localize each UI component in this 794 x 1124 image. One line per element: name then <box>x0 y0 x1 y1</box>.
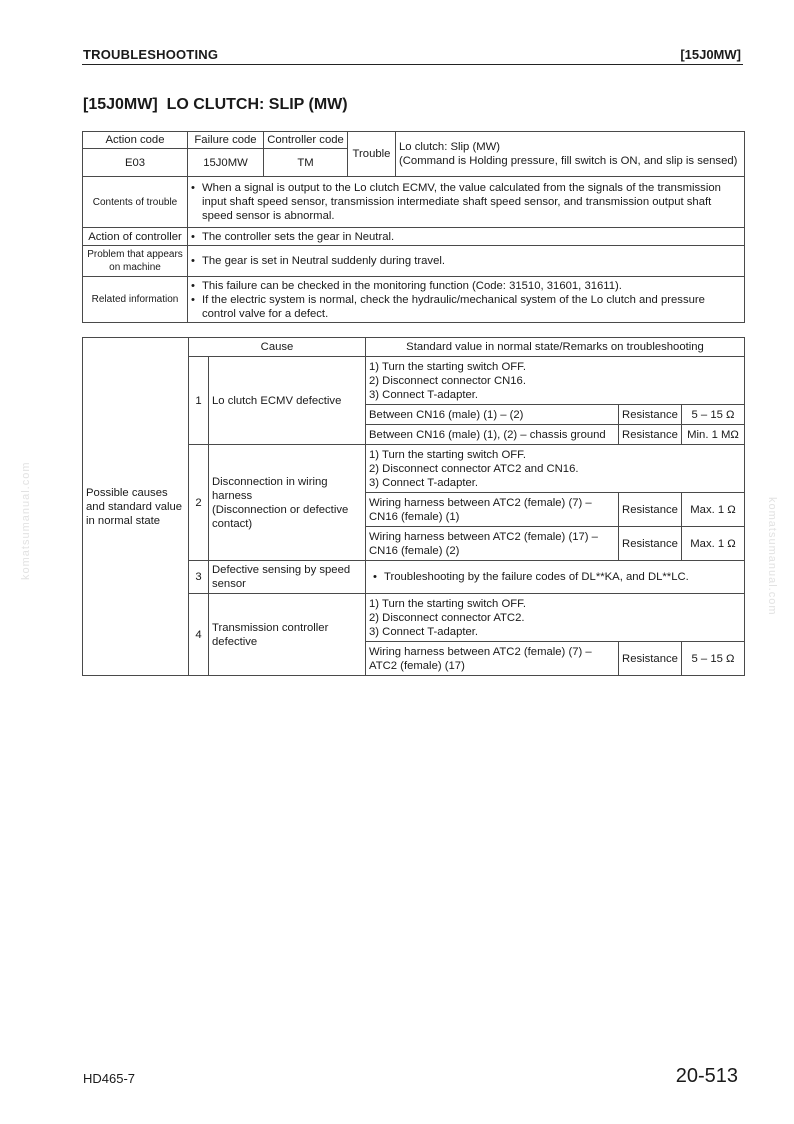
contents-of-trouble-label: Contents of trouble <box>83 177 188 228</box>
action-of-controller-label: Action of controller <box>83 228 188 246</box>
cause-number: 2 <box>189 445 209 561</box>
cause-number: 1 <box>189 357 209 445</box>
measurement-label: Wiring harness between ATC2 (female) (17) – CN16 (female) (2) <box>366 527 619 561</box>
footer-model: HD465-7 <box>83 1071 136 1086</box>
cause-number: 4 <box>189 594 209 676</box>
measurement-type: Resistance <box>619 493 682 527</box>
procedure-steps <box>366 445 745 493</box>
problem-on-machine-label: Problem that appears on machine <box>83 246 188 277</box>
contents-of-trouble-text: • When a signal is output to the Lo clutch ECMV, the value calculated from the signals of the transmission input shaft speed sensor, transmission intermediate shaft speed sensor, and transmission output shaft speed sensor is abnormal. <box>191 181 741 223</box>
measurement-type: Resistance <box>619 642 682 676</box>
action-of-controller-text: • The controller sets the gear in Neutral. <box>191 230 741 244</box>
action-of-controller-cell <box>188 228 745 246</box>
cause-header: Cause <box>189 338 366 357</box>
related-information-label: Related information <box>83 277 188 323</box>
header-rule <box>82 64 743 65</box>
procedure-step: 3) Connect T-adapter. <box>369 625 479 638</box>
procedure-step: 2) Disconnect connector ATC2. <box>369 611 525 624</box>
measurement-label: Wiring harness between ATC2 (female) (7) – ATC2 (female) (17) <box>366 642 619 676</box>
cause-text: Defective sensing by speed sensor <box>209 561 366 594</box>
watermark-right: komatsumanual.com <box>766 497 778 616</box>
measurement-label: Between CN16 (male) (1) – (2) <box>366 405 619 425</box>
procedure-step: 1) Turn the starting switch OFF. <box>369 448 526 461</box>
action-code-label: Action code <box>83 132 188 149</box>
problem-on-machine-text: • The gear is set in Neutral suddenly during travel. <box>191 254 741 268</box>
measurement-value: Max. 1 Ω <box>682 527 745 561</box>
cause-text: Disconnection in wiring harness (Disconnection or defective contact) <box>209 445 366 561</box>
failure-info-table <box>82 131 745 323</box>
procedure-step: 3) Connect T-adapter. <box>369 388 479 401</box>
page-title: [15J0MW] LO CLUTCH: SLIP (MW) <box>83 96 348 113</box>
measurement-type: Resistance <box>619 527 682 561</box>
remark-text: • Troubleshooting by the failure codes of DL**KA, and DL**LC. <box>373 570 741 584</box>
problem-on-machine-cell <box>188 246 745 277</box>
controller-code-value: TM <box>264 149 348 177</box>
measurement-type: Resistance <box>619 405 682 425</box>
header-section-title: TROUBLESHOOTING <box>83 47 219 62</box>
header-failure-code: [15J0MW] <box>680 47 741 62</box>
procedure-step: 3) Connect T-adapter. <box>369 476 479 489</box>
measurement-value: 5 – 15 Ω <box>682 405 745 425</box>
related-information-cell <box>188 277 745 323</box>
cause-number: 3 <box>189 561 209 594</box>
trouble-label: Trouble <box>348 132 396 177</box>
procedure-step: 1) Turn the starting switch OFF. <box>369 360 526 373</box>
action-code-value: E03 <box>83 149 188 177</box>
measurement-label: Between CN16 (male) (1), (2) – chassis ground <box>366 425 619 445</box>
cause-text: Lo clutch ECMV defective <box>209 357 366 445</box>
failure-code-label: Failure code <box>188 132 264 149</box>
related-information-item: • If the electric system is normal, check the hydraulic/mechanical system of the Lo clutch and pressure control valve for a defect. <box>191 293 741 321</box>
footer-page-number: 20-513 <box>675 1065 738 1087</box>
procedure-step: 2) Disconnect connector ATC2 and CN16. <box>369 462 579 475</box>
measurement-value: Min. 1 MΩ <box>682 425 745 445</box>
measurement-value: 5 – 15 Ω <box>682 642 745 676</box>
trouble-text: Lo clutch: Slip (MW) (Command is Holding pressure, fill switch is ON, and slip is sensed) <box>396 132 745 177</box>
failure-code-value: 15J0MW <box>188 149 264 177</box>
cause-text: Transmission controller defective <box>209 594 366 676</box>
measurement-type: Resistance <box>619 425 682 445</box>
measurement-value: Max. 1 Ω <box>682 493 745 527</box>
controller-code-label: Controller code <box>264 132 348 149</box>
procedure-step: 1) Turn the starting switch OFF. <box>369 597 526 610</box>
measurement-label: Wiring harness between ATC2 (female) (7) – CN16 (female) (1) <box>366 493 619 527</box>
procedure-steps <box>366 357 745 405</box>
procedure-steps <box>366 594 745 642</box>
remark-cell <box>366 561 745 594</box>
possible-causes-label: Possible causes and standard value in normal state <box>83 338 189 676</box>
related-information-item: • This failure can be checked in the monitoring function (Code: 31510, 31601, 31611). <box>191 279 741 293</box>
possible-causes-table <box>82 337 745 676</box>
procedure-step: 2) Disconnect connector CN16. <box>369 374 526 387</box>
watermark-left: komatsumanual.com <box>20 461 32 580</box>
contents-of-trouble-cell <box>188 177 745 228</box>
standard-value-header: Standard value in normal state/Remarks on troubleshooting <box>366 338 745 357</box>
